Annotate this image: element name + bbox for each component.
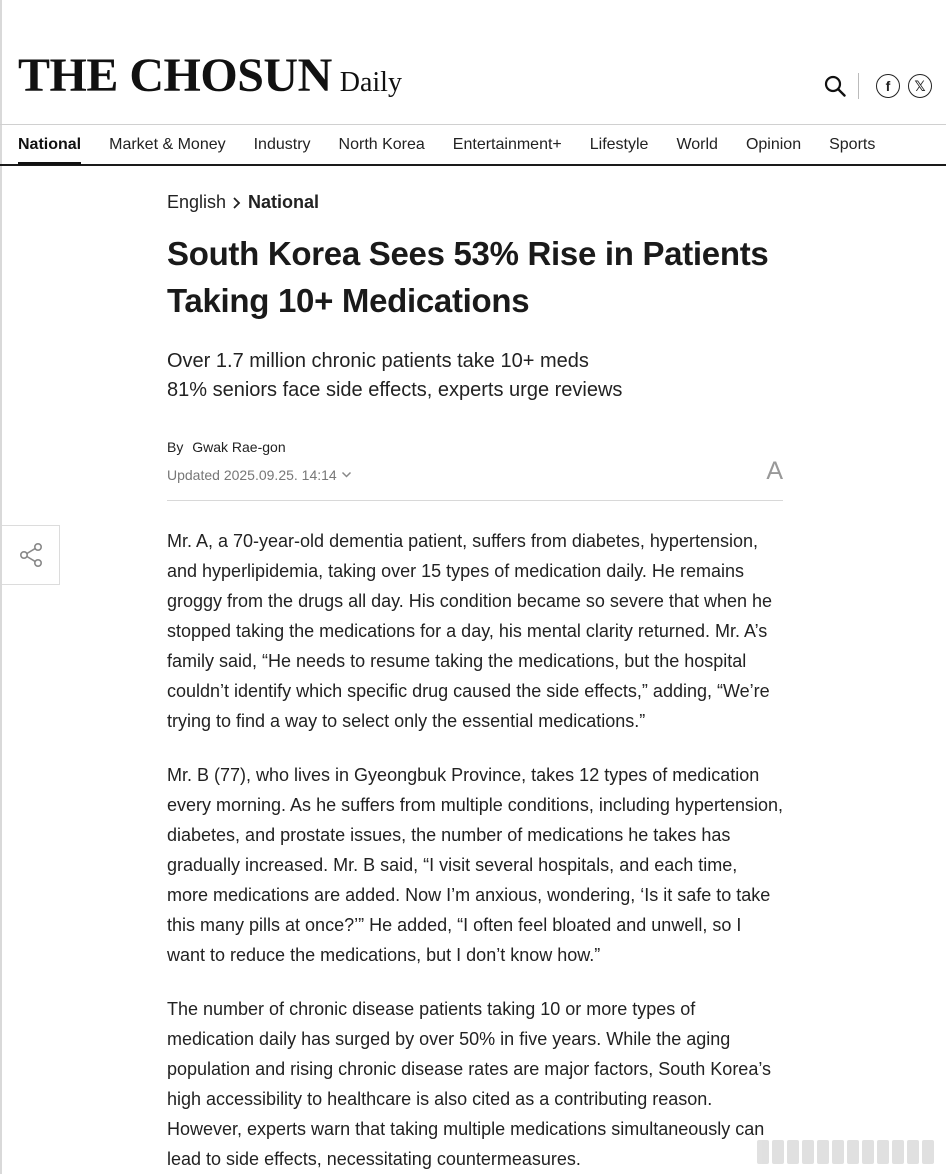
share-button[interactable] [2, 525, 60, 585]
subhead-line: Over 1.7 million chronic patients take 10+ meds [167, 350, 589, 372]
nav-item-market-money[interactable]: Market & Money [109, 136, 226, 153]
font-size-button[interactable]: A [766, 457, 783, 485]
divider [167, 500, 783, 501]
nav-item-opinion[interactable]: Opinion [745, 136, 802, 153]
article-paragraph: The number of chronic disease patients taking 10 or more types of medication daily has surged by over 50% in five years. While the aging population and rising chronic disease rates are major factors, South Korea’s high accessibility to healthcare is also cited as a contributing reason. However, experts warn that taking multiple medications simultaneously can lead to side effects, necessitating countermeasures. [167, 999, 772, 1169]
article-subhead [167, 347, 783, 405]
article-body [167, 526, 783, 1174]
nav-item-national[interactable]: National [18, 125, 81, 164]
nav-item-lifestyle[interactable]: Lifestyle [589, 136, 649, 153]
subhead-line: 81% seniors face side effects, experts urge reviews [167, 379, 623, 401]
masthead [0, 0, 946, 124]
share-icon [18, 542, 44, 568]
nav-item-world[interactable]: World [676, 136, 718, 153]
chevron-right-icon [232, 196, 241, 210]
nav-item-industry[interactable]: Industry [253, 136, 311, 153]
byline-label: By [167, 439, 184, 455]
search-icon[interactable] [822, 73, 848, 99]
nav-item-sports[interactable]: Sports [829, 136, 876, 153]
breadcrumb-root[interactable]: English [167, 192, 227, 212]
byline [167, 439, 286, 455]
article-paragraph: Mr. A, a 70-year-old dementia patient, suffers from diabetes, hypertension, and hyperlipidemia, taking over 15 types of medication daily. He remains groggy from the drugs all day. His condition became so severe that when he stopped taking the medications for a day, his mental clarity returned. Mr. A’s family said, “He needs to resume taking the medications, but the hospital couldn’t identify which specific drug caused the side effects,” adding, “We’re trying to find a way to select only the essential medications.” [167, 531, 772, 731]
author-name[interactable]: Gwak Rae-gon [192, 439, 286, 455]
header-divider [858, 73, 859, 99]
chevron-down-icon [341, 471, 352, 479]
updated-timestamp[interactable] [167, 467, 352, 483]
page-edge [0, 0, 2, 1174]
facebook-icon[interactable] [876, 74, 900, 98]
nav-item-entertainment[interactable]: Entertainment+ [452, 136, 562, 153]
facebook-glyph: f [885, 78, 891, 94]
article-paragraph: Mr. B (77), who lives in Gyeongbuk Province, takes 12 types of medication every morning. As he suffers from multiple conditions, including hypertension, diabetes, and prostate issues, the number of medications he takes has gradually increased. Mr. B said, “I visit several hospitals, and each time, more medications are added. Now I’m anxious, wondering, ‘Is it safe to take this many pills at once?’” He added, “I often feel bloated and unwell, so I want to reduce the medications, but I don’t know how.” [167, 765, 783, 965]
watermark [757, 1140, 934, 1164]
nav-item-north-korea[interactable]: North Korea [338, 136, 425, 153]
x-glyph: 𝕏 [914, 78, 926, 94]
breadcrumb [167, 192, 319, 213]
updated-text: Updated 2025.09.25. 14:14 [167, 467, 337, 483]
site-logo[interactable] [18, 49, 402, 102]
x-icon[interactable] [908, 74, 932, 98]
logo-subtitle: Daily [339, 67, 402, 98]
breadcrumb-current[interactable]: National [248, 192, 320, 212]
header-tools [822, 70, 932, 102]
article-headline: South Korea Sees 53% Rise in Patients Taking 10+ Medications [167, 235, 769, 319]
logo-wordmark: THE CHOSUN [18, 49, 332, 102]
main-nav [0, 124, 946, 166]
